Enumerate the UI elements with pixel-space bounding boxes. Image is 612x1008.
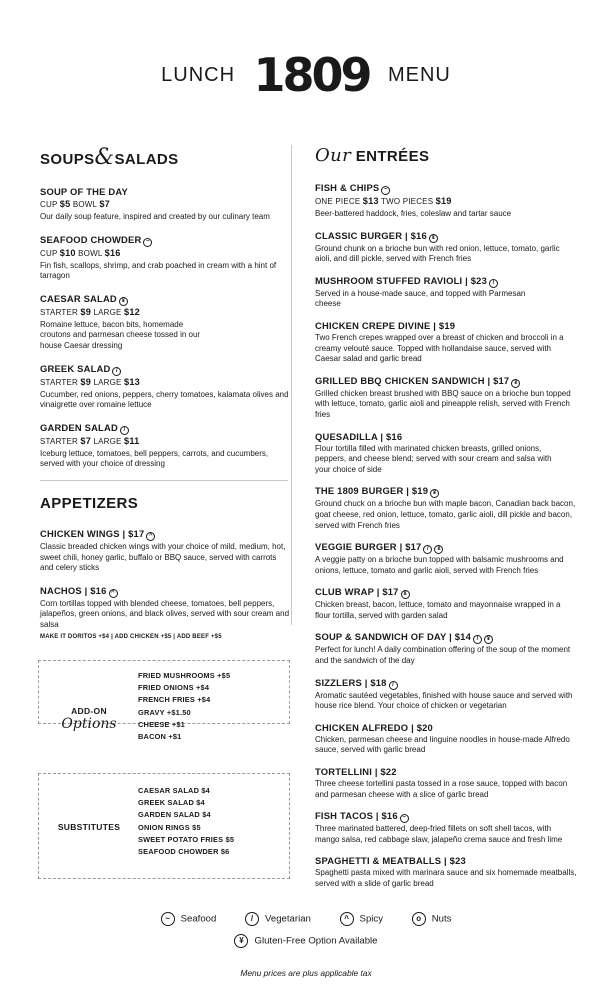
right-column [315,145,577,900]
wheat-icon: ¥ [511,379,520,388]
fish-icon: ~ [161,912,175,926]
substitute-item: ONION RINGS $5 [138,822,201,832]
wheat-icon: ¥ [484,635,493,644]
item-price: STARTER $7 LARGE $11 [40,435,140,446]
leaf-icon: / [473,635,482,644]
menu-item: SOUP & SANDWICH OF DAY | $14 / ¥ Perfect for lunch! A daily combination offering of the soup of the moment and the sandwich of the day [315,631,577,666]
menu-item: SPAGHETTI & MEATBALLS | $23 Spaghetti pasta mixed with marinara sauce and six homemade meatballs, served with a slide of garlic bread [315,855,577,888]
addon-item: FRIED MUSHROOMS +$5 [138,671,231,680]
nut-icon: o [412,912,426,926]
wheat-icon: ¥ [401,590,410,599]
menu-item: NACHOS | $16 ^ Corn tortillas topped with blended cheese, tomatoes, bell peppers, jalapeños, green onions, and black olives, served with sour cream and salsa MAKE IT DORITOS +$4 | ADD CHICKEN +$5 | ADD BEEF +$5 [40,584,290,640]
menu-item: CHICKEN WINGS | $17 ^ Classic breaded chicken wings with your choice of mild, medium, hot, sweet chili, honey garlic, buffalo or BBQ sauce, served with carrots and celery sticks [40,528,290,574]
menu-item: GREEK SALAD / STARTER $9 LARGE $13 Cucumber, red onions, peppers, cherry tomatoes, kalamata olives and vinaigrette over romaine lettuce [40,362,289,410]
header-menu: MENU [387,63,451,86]
addon-label: ADD-ON Options [61,706,117,732]
menu-item: MUSHROOM STUFFED RAVIOLI | $23 / Served in a house-made sauce, and topped with Parmesan cheese [315,275,577,310]
menu-item: VEGGIE BURGER | $17 / ¥ A veggie patty on a brioche bun topped with balsamic mushrooms and onions, lettuce, tomato and garlic aioli, served with French fries [315,541,577,576]
item-price: CUP $5 BOWL $7 [40,199,110,209]
menu-item: FISH & CHIPS ~ ONE PIECE $13 TWO PIECES $19 Beer-battered haddock, fries, coleslaw and tartar sauce [315,182,577,220]
legend-row [0,912,612,926]
menu-item: CAESAR SALAD ¥ STARTER $9 LARGE $12 Romaine lettuce, bacon bits, homemade croutons and parmesan cheese tossed in our house Caesar dressing [40,293,290,352]
item-description: Romaine lettuce, bacon bits, homemade croutons and parmesan cheese tossed in our house Caesar dressing [40,319,201,350]
addon-list [138,670,230,743]
leaf-icon: / [489,279,498,288]
addon-item: FRIED ONIONS +$4 [138,683,210,693]
wheat-icon: ¥ [119,297,128,306]
menu-item: CHICKEN ALFREDO | $20 Chicken, parmesan cheese and linguine noodles in house-made Alfredo sauce, served with garlic bread [315,722,577,756]
item-description: Ground chunk on a brioche bun with red onion, lettuce, tomato, garlic aioli, and dill pickle, served with French fries [315,243,560,264]
appetizers-section [40,495,290,651]
menu-item: CHICKEN CREPE DIVINE | $19 Two French crepes wrapped over a breast of chicken and broccoli in a creamy velouté sauce. Topped with hollandaise sauce, served with Caesar salad and garlic bread [315,320,577,365]
left-column [40,145,290,640]
menu-item: THE 1809 BURGER | $19 ¥ Ground chuck on a brioche bun with maple bacon, Canadian back bacon, goat cheese, red onion, lettuce, tomato, garlic aioli, dill pickle and bacon, served with French fries [315,485,576,530]
substitute-item: SWEET POTATO FRIES $5 [138,834,235,844]
addon-item: GRAVY +$1.50 [138,707,191,717]
column-divider [291,145,292,625]
legend-gluten-free: ¥ Gluten-Free Option Available [234,934,377,948]
legend-seafood: ~ Seafood [161,912,217,926]
flame-icon: ^ [146,532,155,541]
legend-nuts: o Nuts [412,912,452,926]
substitute-item: CAESAR SALAD $4 [138,786,210,795]
item-description: Corn tortillas topped with blended cheese, tomatoes, bell peppers, jalapeños, green onions, and black olives, served with sour cream and salsa [40,598,290,629]
item-description: A veggie patty on a brioche bun topped with balsamic mushrooms and onions, lettuce, tomato and garlic aioli, served with French fries [315,555,564,575]
substitute-item: GARDEN SALAD $4 [138,810,211,820]
menu-item: CLUB WRAP | $17 ¥ Chicken breast, bacon, lettuce, tomato and mayonnaise wrapped in a flour tortilla, served with garden salad [315,586,577,621]
substitute-item: SEAFOOD CHOWDER $6 [138,847,230,857]
item-description: Flour tortilla filled with marinated chicken breasts, grilled onions, peppers, and cheese blend; served with sour cream and salsa with your choice of side [315,443,552,474]
item-description: Chicken breast, bacon, lettuce, tomato and mayonnaise wrapped in a flour tortilla, served with garden salad [315,600,561,620]
item-description: Beer-battered haddock, fries, coleslaw and tartar sauce [315,209,512,218]
item-description: Spaghetti pasta mixed with marinara sauce and six homemade meatballs, served with a slide of garlic bread [315,868,577,888]
addon-options-box [38,660,290,742]
item-description: Cucumber, red onions, peppers, cherry tomatoes, kalamata olives and vinaigrette over romaine lettuce [40,389,289,410]
item-description: Classic breaded chicken wings with your choice of mild, medium, hot, sweet chili, honey garlic, buffalo or BBQ sauce, served with carrots and celery sticks [40,542,286,573]
item-price: STARTER $9 LARGE $12 [40,306,140,317]
leaf-icon: / [389,681,398,690]
wheat-icon: ¥ [234,934,248,948]
item-description: Chicken, parmesan cheese and linguine noodles in house-made Alfredo sauce, served with garlic bread [315,734,570,755]
leaf-icon: / [423,545,432,554]
item-description: Perfect for lunch! A daily combination offering of the soup of the moment and the sandwich of the day [315,645,571,666]
soups-salads-title: SOUPS&SALADS [40,145,179,170]
item-description: Iceburg lettuce, tomatoes, bell peppers, carrots, and cucumbers, served with your choice of dressing [40,448,269,469]
menu-item: FISH TACOS | $16 ~ Three marinated battered, deep-fried fillets on soft shell tacos, with mango salsa, red cabbage slaw, jalapeño crema sauce and fresh lime [315,810,577,845]
wheat-icon: ¥ [434,545,443,554]
appetizers-title: APPETIZERS [40,495,139,512]
ampersand: & [94,145,115,170]
menu-header [0,48,612,102]
flame-icon: ^ [109,589,118,598]
menu-item: GARDEN SALAD / STARTER $7 LARGE $11 Iceburg lettuce, tomatoes, bell peppers, carrots, and cucumbers, served with your choice of dressing [40,422,290,470]
menu-item: QUESADILLA | $16 Flour tortilla filled with marinated chicken breasts, grilled onions, peppers, and cheese blend; served with sour cream and salsa with your choice of side [315,431,577,476]
legend-row [0,934,612,948]
item-description: Three marinated battered, deep-fried fillets on soft shell tacos, with mango salsa, red cabbage slaw, jalapeño crema sauce and fresh lime [315,824,563,844]
item-price: ONE PIECE $13 TWO PIECES $19 [315,196,452,206]
legend-vegetarian: / Vegetarian [245,912,311,926]
wheat-icon: ¥ [429,234,438,243]
header-lunch: LUNCH [161,63,236,86]
item-description: Three cheese tortellini pasta tossed in a rose sauce, topped with bacon and parmesan cheese with a slice of garlic bread [315,779,568,799]
item-description: Served in a house-made sauce, and topped with Parmesan cheese [315,288,526,309]
addon-item: CHEESE +$1 [138,719,185,729]
menu-item: TORTELLINI | $22 Three cheese tortellini pasta tossed in a rose sauce, topped with bacon and parmesan cheese with a slice of garlic bread [315,766,577,800]
item-description: Our daily soup feature, inspired and created by our culinary team [40,212,270,221]
addon-item: BACON +$1 [138,732,182,742]
fish-icon: ~ [381,186,390,195]
leaf-icon: / [112,367,121,376]
wheat-icon: ¥ [430,489,439,498]
flame-icon: ^ [340,912,354,926]
item-description: Ground chuck on a brioche bun with maple bacon, Canadian back bacon, goat cheese, red onion, lettuce, tomato, garlic aioli, dill pickle and bacon, served with French fries [315,499,576,530]
dietary-legend [0,912,612,956]
menu-item: GRILLED BBQ CHICKEN SANDWICH | $17 ¥ Grilled chicken breast brushed with BBQ sauce on a brioche bun topped with lettuce, tomato, garlic aioli and pineapple relish, served with French fries [315,375,577,421]
menu-item: SEAFOOD CHOWDER ~ CUP $10 BOWL $16 Fin fish, scallops, shrimp, and crab poached in cream with a hint of tarragon [40,234,290,282]
substitutes-box [38,773,290,879]
addon-item: FRENCH FRIES +$4 [138,695,211,705]
menu-item: SIZZLERS | $18 / Aromatic sautéed vegetables, finished with house sauce and served with house rice blend. Your choice of chicken or vegetarian [315,677,577,712]
item-price: STARTER $9 LARGE $13 [40,376,140,387]
item-description: Two French crepes wrapped over a breast of chicken and broccoli in a creamy velouté sauce. Topped with hollandaise sauce, served with Caesar salad and garlic bread [315,332,564,364]
fish-icon: ~ [400,814,409,823]
brand-logo: 1809 [253,48,370,102]
item-extras: MAKE IT DORITOS +$4 | ADD CHICKEN +$5 | ADD BEEF +$5 [40,633,222,640]
item-description: Grilled chicken breast brushed with BBQ sauce on a brioche bun topped with lettuce, tomato, garlic aioli and pineapple relish, served with French fries [315,388,571,419]
footer-note: Menu prices are plus applicable tax [240,968,372,978]
entrees-title: Our ENTRÉES [315,145,430,166]
item-description: Fin fish, scallops, shrimp, and crab poached in cream with a hint of tarragon [40,260,277,281]
substitute-item: GREEK SALAD $4 [138,798,205,808]
item-price: CUP $10 BOWL $16 [40,247,121,258]
fish-icon: ~ [143,238,152,247]
leaf-icon: / [120,426,129,435]
substitutes-list [138,785,234,858]
item-description: Aromatic sautéed vegetables, finished with house sauce and served with house rice blend. Your choice of chicken or vegetarian [315,690,573,711]
entrees-script: Our [315,145,352,166]
leaf-icon: / [245,912,259,926]
menu-item: CLASSIC BURGER | $16 ¥ Ground chunk on a brioche bun with red onion, lettuce, tomato, garlic aioli, and dill pickle, served with French fries [315,230,577,265]
menu-item: SOUP OF THE DAY CUP $5 BOWL $7 Our daily soup feature, inspired and created by our culinary team [40,186,290,223]
substitutes-label: SUBSTITUTES [57,822,121,832]
legend-spicy: ^ Spicy [340,912,383,926]
